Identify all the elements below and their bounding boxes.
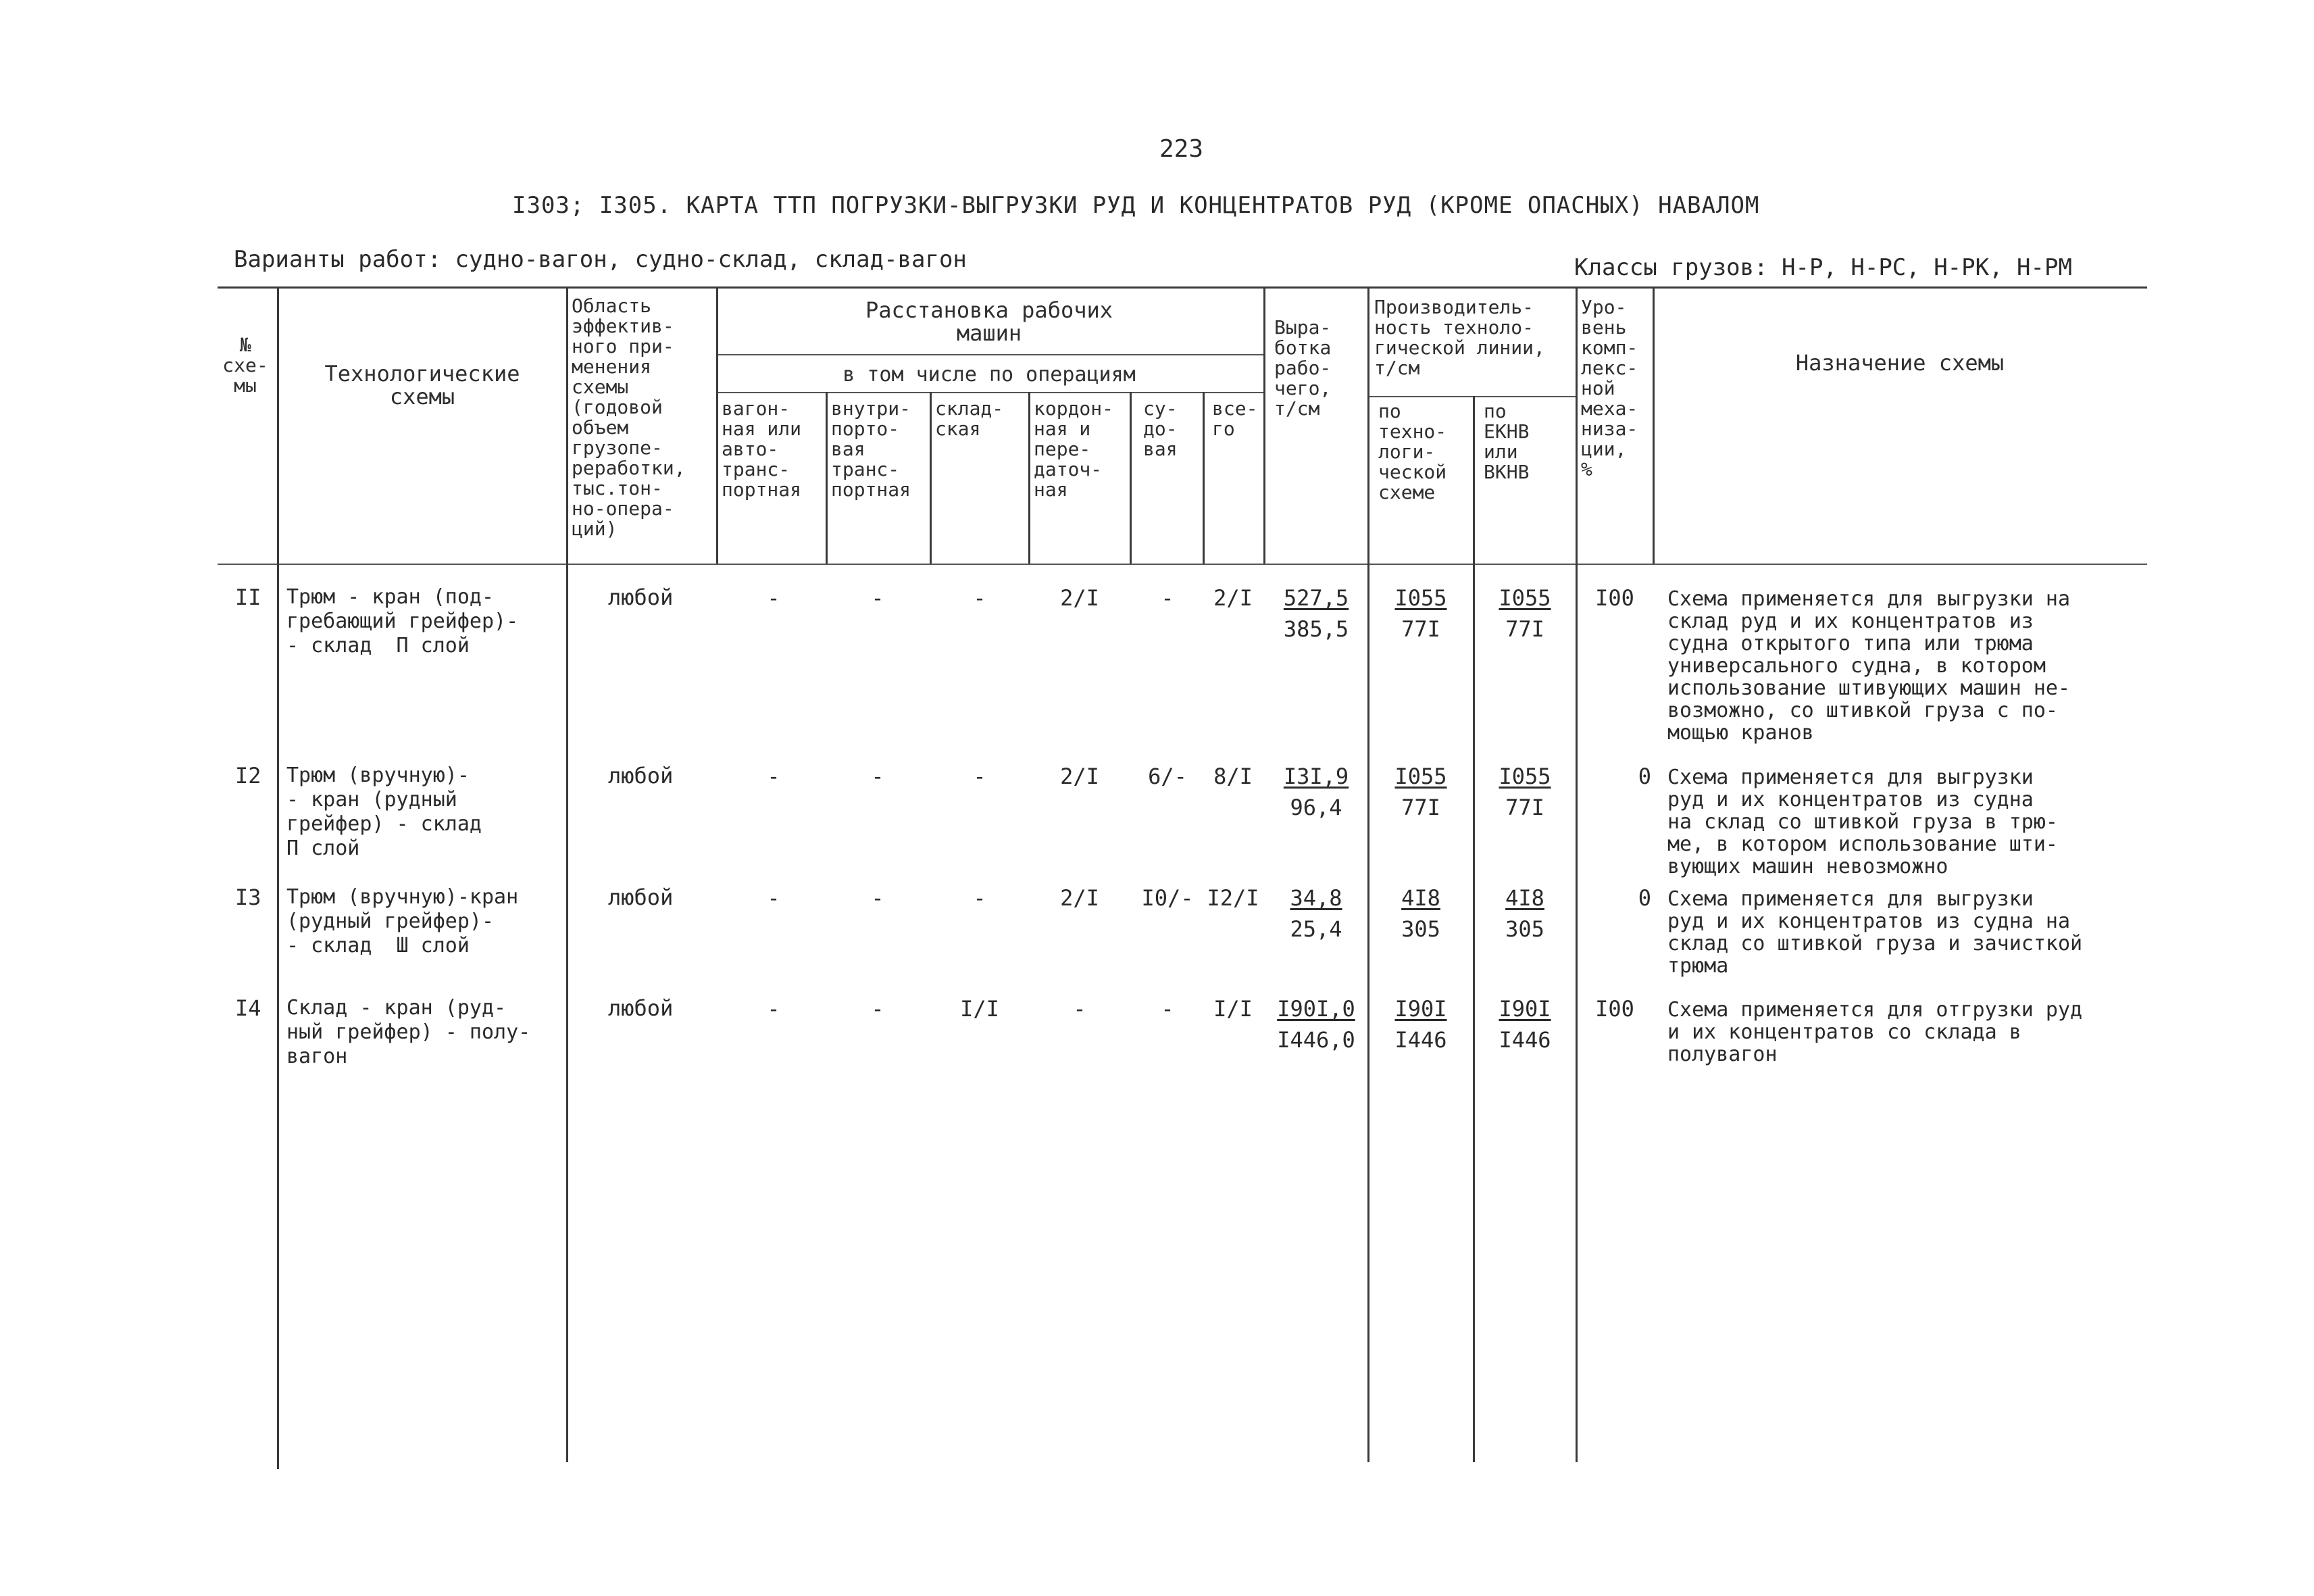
- row-4-output-bottom: I446,0: [1277, 1027, 1355, 1053]
- row-1-number: II: [235, 584, 261, 610]
- header-prod-by-ekhv: по ЕКНВ или ВКНВ: [1484, 400, 1530, 483]
- table-top-border: [218, 286, 2147, 289]
- row-1-op-intraport: -: [871, 585, 884, 611]
- col-divider-9: [1263, 286, 1265, 564]
- col-divider-7: [1130, 392, 1132, 564]
- row-2-op-wagon: -: [767, 764, 780, 789]
- col-divider-6: [1028, 392, 1030, 564]
- row-1-prod-scheme-top: I055: [1394, 585, 1447, 611]
- row-2-output-bottom: 96,4: [1290, 795, 1342, 820]
- row-2-prod-ekhv-top: I055: [1499, 764, 1551, 789]
- row-4-prod-ekhv-top: I90I: [1499, 996, 1551, 1022]
- row-4-number: I4: [235, 995, 261, 1021]
- col-divider-10: [1367, 286, 1369, 1462]
- row-4-op-intraport: -: [871, 996, 884, 1022]
- header-line-productivity: Производитель- ность техноло- гической линии, т/см: [1374, 296, 1545, 379]
- row-2-output-top: I3I,9: [1283, 764, 1349, 789]
- row-4-scheme: Склад - кран (руд- ный грейфер) - полу- вагон: [286, 996, 531, 1068]
- col-divider-5: [930, 392, 932, 564]
- row-2-purpose: Схема применяется для выгрузки руд и их концентратов из судна на склад со штивкой груза в трю- ме, в котором использование шти- вующих машин невозможно: [1667, 766, 2058, 878]
- row-3-op-cordon: 2/I: [1060, 885, 1099, 911]
- row-3-number: I3: [235, 884, 261, 910]
- row-4-output-top: I90I,0: [1277, 996, 1355, 1022]
- row-3-prod-ekhv-top: 4I8: [1505, 885, 1544, 911]
- row-2-scheme: Трюм (вручную)- - кран (рудный грейфер) - склад П слой: [286, 764, 482, 860]
- row-1-op-cordon: 2/I: [1060, 585, 1099, 611]
- row-3-prod-scheme-bottom: 305: [1401, 916, 1440, 942]
- cargo-classes: Классы грузов: Н-Р, Н-РС, Н-РК, Н-РМ: [1574, 254, 2072, 281]
- col-divider-11: [1473, 396, 1475, 1462]
- col-divider-4: [826, 392, 828, 564]
- row-2-prod-scheme-bottom: 77I: [1401, 795, 1440, 820]
- row-4-purpose: Схема применяется для отгрузки руд и их концентратов со склада в полувагон: [1667, 998, 2083, 1066]
- row-2-area: любой: [608, 763, 674, 789]
- row-1-area: любой: [608, 584, 674, 610]
- header-op-cordon: кордон- ная и пере- даточ- ная: [1034, 397, 1114, 501]
- header-application-area: Область эффектив- ного при- менения схемы (годовой объем грузопе- реработки, тыс.тон- но-опера- ций): [572, 295, 686, 540]
- header-prod-by-scheme: по техно- логи- ческой схеме: [1378, 400, 1447, 503]
- row-3-prod-scheme-top: 4I8: [1401, 885, 1440, 911]
- row-3-op-ship: I0/-: [1141, 885, 1194, 911]
- row-3-mechanization: 0: [1638, 885, 1651, 911]
- row-2-prod-scheme-top: I055: [1394, 764, 1447, 789]
- row-1-op-total: 2/I: [1213, 585, 1253, 611]
- row-1-op-ship: -: [1161, 585, 1174, 611]
- row-2-op-intraport: -: [871, 764, 884, 789]
- placement-divider: [716, 354, 1263, 355]
- row-4-op-ship: -: [1161, 996, 1174, 1022]
- row-3-op-warehouse: -: [973, 885, 986, 911]
- row-3-output-top: 34,8: [1290, 885, 1342, 911]
- row-3-prod-ekhv-bottom: 305: [1505, 916, 1544, 942]
- col-divider-3: [716, 286, 718, 564]
- row-2-prod-ekhv-bottom: 77I: [1505, 795, 1544, 820]
- header-worker-output: Выра- ботка рабо- чего, т/см: [1274, 316, 1332, 420]
- row-4-op-total: I/I: [1213, 996, 1253, 1022]
- row-3-op-intraport: -: [871, 885, 884, 911]
- row-3-op-total: I2/I: [1207, 885, 1259, 911]
- row-2-op-total: 8/I: [1213, 764, 1253, 789]
- header-op-total: все- го: [1212, 397, 1258, 440]
- page-title: I303; I305. КАРТА ТТП ПОГРУЗКИ-ВЫГРУЗКИ РУД И КОНЦЕНТРАТОВ РУД (КРОМЕ ОПАСНЫХ) НАВАЛОМ: [512, 192, 1760, 219]
- row-2-number: I2: [235, 763, 261, 789]
- header-scheme-purpose: Назначение схемы: [1795, 350, 2005, 376]
- row-3-op-wagon: -: [767, 885, 780, 911]
- header-worker-placement: Расстановка рабочих машин: [865, 297, 1113, 346]
- row-4-prod-scheme-bottom: I446: [1394, 1027, 1447, 1053]
- row-1-prod-scheme-bottom: 77I: [1401, 616, 1440, 642]
- row-2-op-ship: 6/-: [1148, 764, 1187, 789]
- header-op-wagon: вагон- ная или авто- транс- портная: [722, 397, 802, 501]
- row-1-prod-ekhv-bottom: 77I: [1505, 616, 1544, 642]
- row-3-scheme: Трюм (вручную)-кран (рудный грейфер)- - склад Ш слой: [286, 885, 519, 957]
- row-4-mechanization: I00: [1595, 996, 1634, 1022]
- row-2-mechanization: 0: [1638, 764, 1651, 789]
- row-4-op-cordon: -: [1073, 996, 1086, 1022]
- header-mechanization-level: Уро- вень комп- лекс- ной меха- низа- ции, %: [1581, 296, 1638, 480]
- row-4-prod-scheme-top: I90I: [1394, 996, 1447, 1022]
- row-3-area: любой: [608, 884, 674, 910]
- row-1-prod-ekhv-top: I055: [1499, 585, 1551, 611]
- col-divider-8: [1203, 392, 1205, 564]
- row-1-mechanization: I00: [1595, 585, 1634, 611]
- header-bottom-border: [218, 564, 2147, 565]
- row-1-op-warehouse: -: [973, 585, 986, 611]
- row-4-op-wagon: -: [767, 996, 780, 1022]
- header-scheme-number: № схе- мы: [222, 334, 268, 397]
- row-3-output-bottom: 25,4: [1290, 916, 1342, 942]
- header-op-warehouse: склад- ская: [935, 397, 1004, 440]
- row-1-scheme: Трюм - кран (под- гребающий грейфер)- - склад П слой: [286, 585, 519, 657]
- operations-divider: [716, 392, 1263, 393]
- header-op-intraport: внутри- порто- вая транс- портная: [831, 397, 911, 501]
- row-4-op-warehouse: I/I: [960, 996, 999, 1022]
- row-1-output-bottom: 385,5: [1283, 616, 1349, 642]
- row-1-purpose: Схема применяется для выгрузки на склад руд и их концентратов из судна открытого типа или трюма универсального судна, в котором использование штивующих машин не- возможно, со штивкой груза с по- мощью кранов: [1667, 587, 2071, 745]
- col-divider-2: [566, 286, 568, 1462]
- col-divider-1: [277, 286, 279, 1469]
- row-3-purpose: Схема применяется для выгрузки руд и их концентратов из судна на склад со штивкой груза и зачисткой трюма: [1667, 887, 2083, 978]
- row-1-output-top: 527,5: [1283, 585, 1349, 611]
- header-including-operations: в том числе по операциям: [842, 363, 1136, 386]
- header-technological-schemes: Технологические схемы: [324, 361, 520, 409]
- col-divider-12: [1576, 286, 1578, 1462]
- row-2-op-warehouse: -: [973, 764, 986, 789]
- row-1-op-wagon: -: [767, 585, 780, 611]
- row-4-prod-ekhv-bottom: I446: [1499, 1027, 1551, 1053]
- work-variants: Варианты работ: судно-вагон, судно-склад, склад-вагон: [234, 246, 967, 273]
- row-4-area: любой: [608, 995, 674, 1021]
- page-number: 223: [1159, 135, 1204, 163]
- header-op-ship: су- до- вая: [1143, 397, 1178, 460]
- productivity-divider: [1367, 396, 1577, 397]
- col-divider-13: [1653, 286, 1655, 564]
- row-2-op-cordon: 2/I: [1060, 764, 1099, 789]
